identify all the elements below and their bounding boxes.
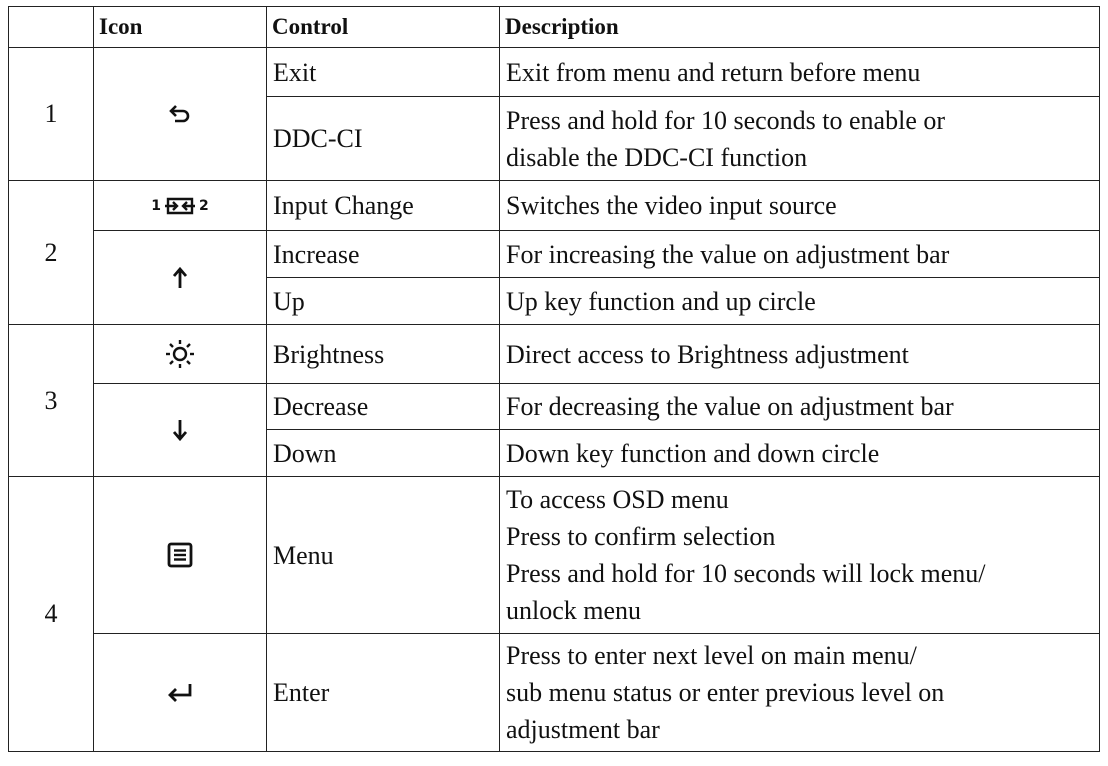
- back-arrow-icon: [94, 48, 267, 181]
- header-icon: Icon: [94, 7, 267, 48]
- description-cell: Press and hold for 10 seconds to enable or disable the DDC-CI function: [500, 97, 1100, 181]
- table-row: [9, 634, 1100, 752]
- table-row: [9, 384, 1100, 430]
- header-number: [9, 7, 94, 48]
- table-header-row: [9, 7, 1100, 48]
- description-cell: Press to enter next level on main menu/ sub menu status or enter previous level on adjustment bar: [500, 634, 1100, 752]
- table-row: [9, 325, 1100, 384]
- input-label-1: 1: [151, 197, 161, 214]
- control-label: Decrease: [267, 384, 500, 430]
- menu-icon: [94, 477, 267, 634]
- control-label: Down: [267, 430, 500, 477]
- description-cell: Switches the video input source: [500, 181, 1100, 231]
- up-arrow-icon: [94, 231, 267, 325]
- group-number: 4: [9, 477, 94, 752]
- table-row: [9, 231, 1100, 278]
- control-label: Enter: [267, 634, 500, 752]
- table-row: [9, 181, 1100, 231]
- group-number: 3: [9, 325, 94, 477]
- header-control: Control: [267, 7, 500, 48]
- control-label: Exit: [267, 48, 500, 97]
- group-number: 2: [9, 181, 94, 325]
- description-cell: Direct access to Brightness adjustment: [500, 325, 1100, 384]
- enter-icon: [94, 634, 267, 752]
- control-label: Brightness: [267, 325, 500, 384]
- brightness-icon: [94, 325, 267, 384]
- input-change-icon: [94, 181, 267, 231]
- down-arrow-icon: [94, 384, 267, 477]
- description-cell: Exit from menu and return before menu: [500, 48, 1100, 97]
- description-cell: Down key function and down circle: [500, 430, 1100, 477]
- description-cell: For decreasing the value on adjustment bar: [500, 384, 1100, 430]
- header-description: Description: [500, 7, 1100, 48]
- group-number: 1: [9, 48, 94, 181]
- table-row: [9, 477, 1100, 634]
- description-cell: To access OSD menu Press to confirm selection Press and hold for 10 seconds will lock menu/ unlock menu: [500, 477, 1100, 634]
- description-cell: For increasing the value on adjustment bar: [500, 231, 1100, 278]
- input-label-2: 2: [199, 197, 209, 214]
- controls-table: [8, 6, 1100, 752]
- control-label: Menu: [267, 477, 500, 634]
- control-label: Input Change: [267, 181, 500, 231]
- description-cell: Up key function and up circle: [500, 278, 1100, 325]
- control-label: Increase: [267, 231, 500, 278]
- control-label: DDC-CI: [267, 97, 500, 181]
- table-row: [9, 48, 1100, 97]
- control-label: Up: [267, 278, 500, 325]
